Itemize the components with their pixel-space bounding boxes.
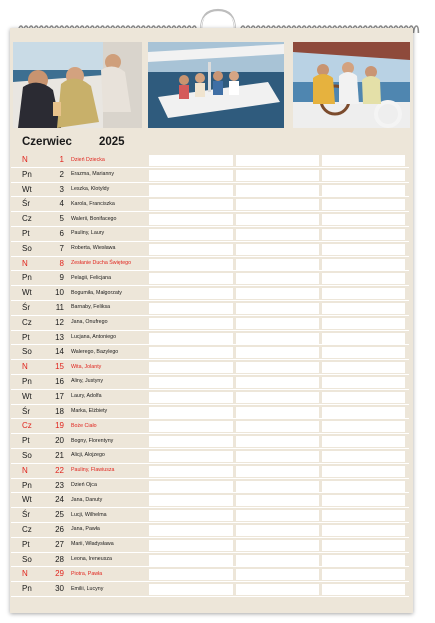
note-cell-2[interactable] — [236, 407, 319, 418]
note-cell-1[interactable] — [149, 318, 233, 329]
note-cell-3[interactable] — [322, 155, 405, 166]
day-number: 22 — [55, 465, 64, 475]
name-day-text: Pelagii, Felicjana — [71, 274, 112, 281]
name-day-text: Lucji, Wilhelma — [71, 511, 107, 518]
note-cell-1[interactable] — [149, 525, 233, 536]
name-day-text: Zesłanie Ducha Świętego — [71, 260, 132, 267]
name-day-text: Wita, Jolanty — [71, 363, 102, 370]
note-cell-2[interactable] — [236, 481, 319, 492]
note-cell-3[interactable] — [322, 525, 405, 536]
name-day-text: Alicji, Alojzego — [71, 452, 105, 459]
name-day-text: Leona, Ireneusza — [71, 556, 112, 563]
note-cell-2[interactable] — [236, 362, 319, 373]
weekday-label: N — [22, 465, 28, 475]
day-number: 5 — [59, 214, 64, 224]
note-cell-2[interactable] — [236, 466, 319, 477]
note-cell-3[interactable] — [322, 318, 405, 329]
day-number: 24 — [55, 495, 64, 505]
hanger-hook — [201, 10, 235, 30]
note-cell-3[interactable] — [322, 347, 405, 358]
note-cell-3[interactable] — [322, 466, 405, 477]
day-row — [10, 508, 413, 523]
note-cell-2[interactable] — [236, 540, 319, 551]
note-cell-3[interactable] — [322, 569, 405, 580]
day-number: 21 — [55, 450, 64, 460]
note-cell-3[interactable] — [322, 495, 405, 506]
day-number: 11 — [55, 302, 64, 312]
note-cell-1[interactable] — [149, 436, 233, 447]
name-day-text: Piotra, Pawła — [71, 570, 103, 577]
note-cell-2[interactable] — [236, 451, 319, 462]
weekday-label: Śr — [22, 406, 30, 416]
year: 2025 — [99, 136, 125, 148]
day-number: 14 — [55, 347, 64, 357]
day-row — [10, 449, 413, 464]
note-cell-2[interactable] — [236, 318, 319, 329]
weekday-label: Pn — [22, 273, 32, 283]
note-cell-1[interactable] — [149, 244, 233, 255]
note-cell-3[interactable] — [322, 407, 405, 418]
note-cell-1[interactable] — [149, 362, 233, 373]
note-cell-1[interactable] — [149, 229, 233, 240]
note-cell-2[interactable] — [236, 347, 319, 358]
note-cell-1[interactable] — [149, 495, 233, 506]
day-row — [10, 479, 413, 494]
note-cell-1[interactable] — [149, 170, 233, 181]
name-day-text: Emilii, Lucyny — [71, 585, 104, 592]
day-number: 13 — [55, 332, 64, 342]
name-day-text: Pauliny, Flawiusza — [71, 467, 115, 474]
note-cell-3[interactable] — [322, 421, 405, 432]
day-row — [10, 493, 413, 508]
day-row — [10, 153, 413, 168]
note-cell-1[interactable] — [149, 303, 233, 314]
name-day-text: Dzień Dziecka — [71, 156, 105, 163]
day-number: 3 — [59, 184, 64, 194]
note-cell-2[interactable] — [236, 214, 319, 225]
note-cell-3[interactable] — [322, 333, 405, 344]
weekday-label: Wt — [22, 495, 32, 505]
weekday-label: Śr — [22, 302, 30, 312]
day-number: 4 — [59, 199, 64, 209]
name-day-text: Bogumiła, Małgorzaty — [71, 289, 122, 296]
note-cell-2[interactable] — [236, 569, 319, 580]
weekday-label: Cz — [22, 214, 32, 224]
weekday-label: Cz — [22, 524, 32, 534]
note-cell-1[interactable] — [149, 584, 233, 595]
note-cell-3[interactable] — [322, 244, 405, 255]
day-row — [10, 331, 413, 346]
name-day-text: Erazma, Marianny — [71, 171, 114, 178]
note-cell-2[interactable] — [236, 525, 319, 536]
day-number: 29 — [55, 569, 64, 579]
weekday-label: Pt — [22, 539, 30, 549]
note-cell-3[interactable] — [322, 451, 405, 462]
note-cell-1[interactable] — [149, 185, 233, 196]
note-cell-3[interactable] — [322, 510, 405, 521]
day-row — [10, 316, 413, 331]
note-cell-1[interactable] — [149, 333, 233, 344]
note-cell-1[interactable] — [149, 377, 233, 388]
note-cell-3[interactable] — [322, 199, 405, 210]
name-day-text: Jana, Onufrego — [71, 319, 108, 326]
weekday-label: Wt — [22, 184, 32, 194]
day-row — [10, 567, 413, 582]
weekday-label: N — [22, 362, 28, 372]
photo-women-on-boat — [13, 42, 142, 128]
note-cell-1[interactable] — [149, 273, 233, 284]
day-number: 17 — [55, 391, 64, 401]
day-row — [10, 582, 413, 597]
day-rows — [10, 153, 413, 597]
day-row — [10, 538, 413, 553]
note-cell-3[interactable] — [322, 273, 405, 284]
weekday-label: Pn — [22, 169, 32, 179]
note-cell-2[interactable] — [236, 555, 319, 566]
note-cell-3[interactable] — [322, 185, 405, 196]
day-number: 1 — [59, 155, 64, 164]
name-day-text: Walerego, Bazylego — [71, 348, 119, 355]
note-cell-2[interactable] — [236, 377, 319, 388]
day-number: 27 — [55, 539, 64, 549]
note-cell-3[interactable] — [322, 288, 405, 299]
day-row — [10, 390, 413, 405]
day-number: 8 — [59, 258, 64, 268]
day-number: 12 — [55, 317, 64, 327]
name-day-text: Pauliny, Laury — [71, 230, 105, 237]
day-row — [10, 197, 413, 212]
day-row — [10, 360, 413, 375]
note-cell-1[interactable] — [149, 347, 233, 358]
note-cell-3[interactable] — [322, 214, 405, 225]
day-number: 10 — [55, 288, 64, 298]
photo-friends-at-helm — [293, 42, 410, 128]
note-cell-2[interactable] — [236, 495, 319, 506]
note-cell-1[interactable] — [149, 259, 233, 270]
weekday-label: Pn — [22, 480, 32, 490]
day-row — [10, 434, 413, 449]
day-row — [10, 464, 413, 479]
note-cell-1[interactable] — [149, 451, 233, 462]
name-day-text: Lucjana, Antoniego — [71, 334, 117, 341]
weekday-label: So — [22, 347, 32, 357]
weekday-label: Pn — [22, 376, 32, 386]
day-number: 7 — [59, 243, 64, 253]
day-number: 15 — [55, 362, 64, 372]
name-day-text: Dzień Ojca — [71, 482, 97, 489]
note-cell-3[interactable] — [322, 540, 405, 551]
day-number: 2 — [59, 169, 64, 179]
weekday-label: So — [22, 554, 32, 564]
day-number: 26 — [55, 524, 64, 534]
weekday-label: N — [22, 155, 28, 164]
day-number: 28 — [55, 554, 64, 564]
day-number: 9 — [59, 273, 64, 283]
photo-friends-on-sailboat — [148, 42, 284, 128]
day-row — [10, 405, 413, 420]
weekday-label: So — [22, 450, 32, 460]
note-cell-1[interactable] — [149, 407, 233, 418]
note-cell-3[interactable] — [322, 584, 405, 595]
note-cell-1[interactable] — [149, 392, 233, 403]
note-cell-1[interactable] — [149, 569, 233, 580]
day-row — [10, 419, 413, 434]
day-row — [10, 271, 413, 286]
name-day-text: Roberta, Wiesława — [71, 245, 116, 252]
note-cell-3[interactable] — [322, 392, 405, 403]
note-cell-2[interactable] — [236, 421, 319, 432]
day-number: 6 — [59, 228, 64, 238]
weekday-label: Pt — [22, 436, 30, 446]
day-row — [10, 242, 413, 257]
name-day-text: Jana, Danuty — [71, 496, 103, 503]
day-row — [10, 345, 413, 360]
note-cell-2[interactable] — [236, 288, 319, 299]
name-day-text: Boże Ciało — [71, 422, 97, 429]
note-cell-2[interactable] — [236, 436, 319, 447]
note-cell-1[interactable] — [149, 481, 233, 492]
note-cell-1[interactable] — [149, 510, 233, 521]
note-cell-2[interactable] — [236, 392, 319, 403]
month-header — [10, 136, 150, 150]
note-cell-3[interactable] — [322, 229, 405, 240]
day-row — [10, 257, 413, 272]
weekday-label: N — [22, 258, 28, 268]
note-cell-2[interactable] — [236, 273, 319, 284]
note-cell-1[interactable] — [149, 421, 233, 432]
weekday-label: Cz — [22, 421, 32, 431]
note-cell-2[interactable] — [236, 259, 319, 270]
weekday-label: N — [22, 569, 28, 579]
note-cell-3[interactable] — [322, 481, 405, 492]
note-cell-1[interactable] — [149, 540, 233, 551]
day-row — [10, 523, 413, 538]
weekday-label: Śr — [22, 199, 30, 209]
weekday-label: Śr — [22, 510, 30, 520]
day-row — [10, 375, 413, 390]
name-day-text: Walerii, Bonifacego — [71, 215, 117, 222]
note-cell-3[interactable] — [322, 303, 405, 314]
note-cell-1[interactable] — [149, 155, 233, 166]
note-cell-3[interactable] — [322, 362, 405, 373]
day-row — [10, 553, 413, 568]
name-day-text: Karola, Franciszka — [71, 200, 115, 207]
day-row — [10, 227, 413, 242]
weekday-label: Cz — [22, 317, 32, 327]
note-cell-1[interactable] — [149, 199, 233, 210]
day-number: 23 — [55, 480, 64, 490]
weekday-label: Pt — [22, 332, 30, 342]
day-row — [10, 301, 413, 316]
day-row — [10, 286, 413, 301]
day-number: 18 — [55, 406, 64, 416]
note-cell-2[interactable] — [236, 303, 319, 314]
weekday-label: Wt — [22, 288, 32, 298]
name-day-text: Bogny, Florentyny — [71, 437, 114, 444]
note-cell-2[interactable] — [236, 244, 319, 255]
note-cell-1[interactable] — [149, 214, 233, 225]
note-cell-3[interactable] — [322, 555, 405, 566]
day-number: 30 — [55, 584, 64, 594]
weekday-label: Wt — [22, 391, 32, 401]
name-day-text: Laury, Adolfa — [71, 393, 102, 400]
day-row — [10, 212, 413, 227]
calendar-page — [10, 28, 413, 613]
note-cell-1[interactable] — [149, 466, 233, 477]
note-cell-2[interactable] — [236, 510, 319, 521]
note-cell-2[interactable] — [236, 333, 319, 344]
row-divider — [11, 596, 409, 597]
name-day-text: Barnaby, Feliksa — [71, 304, 111, 311]
note-cell-3[interactable] — [322, 377, 405, 388]
note-cell-2[interactable] — [236, 185, 319, 196]
day-number: 25 — [55, 510, 64, 520]
note-cell-2[interactable] — [236, 229, 319, 240]
note-cell-2[interactable] — [236, 155, 319, 166]
note-cell-3[interactable] — [322, 170, 405, 181]
name-day-text: Aliny, Justyny — [71, 378, 103, 385]
day-number: 19 — [55, 421, 64, 431]
weekday-label: So — [22, 243, 32, 253]
name-day-text: Marka, Elżbiety — [71, 408, 108, 415]
note-cell-1[interactable] — [149, 555, 233, 566]
note-cell-1[interactable] — [149, 288, 233, 299]
note-cell-2[interactable] — [236, 170, 319, 181]
day-number: 16 — [55, 376, 64, 386]
note-cell-2[interactable] — [236, 199, 319, 210]
note-cell-2[interactable] — [236, 584, 319, 595]
name-day-text: Jana, Pawła — [71, 526, 100, 533]
note-cell-3[interactable] — [322, 259, 405, 270]
note-cell-3[interactable] — [322, 436, 405, 447]
weekday-label: Pn — [22, 584, 32, 594]
day-row — [10, 168, 413, 183]
name-day-text: Marii, Władysława — [71, 541, 114, 548]
month-name: Czerwiec — [22, 136, 72, 148]
day-number: 20 — [55, 436, 64, 446]
day-row — [10, 183, 413, 198]
binding-ring — [413, 26, 418, 33]
name-day-text: Leszka, Klotyldy — [71, 186, 110, 193]
weekday-label: Pt — [22, 228, 30, 238]
